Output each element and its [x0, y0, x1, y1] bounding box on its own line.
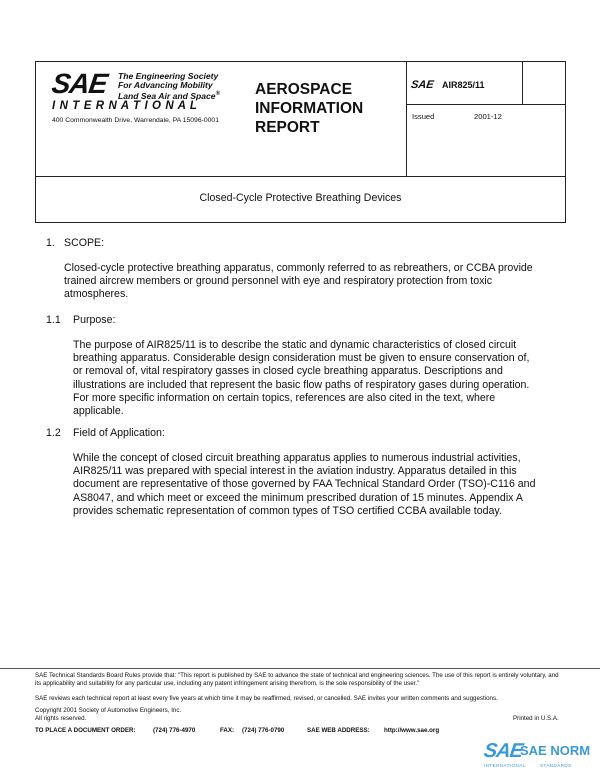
- section-1-2-number: 1.2: [46, 427, 61, 439]
- society-line-3: Land Sea Air and Space®: [118, 91, 221, 102]
- section-1-1-number: 1.1: [46, 314, 61, 326]
- web-url: http://www.sae.org: [384, 727, 440, 734]
- web-label: SAE WEB ADDRESS:: [307, 727, 370, 734]
- document-title: Closed-Cycle Protective Breathing Devices: [199, 192, 402, 204]
- watermark-sub-left: INTERNATIONAL: [484, 763, 526, 768]
- report-type-line-1: AEROSPACE: [255, 81, 353, 98]
- society-line-1: The Engineering Society: [118, 71, 219, 81]
- international-text: I N T E R N A T I O N A L: [52, 100, 198, 112]
- doc-number: AIR825/11: [442, 80, 485, 90]
- section-1-1-body: The purpose of AIR825/11 is to describe the static and dynamic characteristics of closed circuit breathing apparatus. Considerable design consideration must be given to ensure conservation of, or removal of, vital respiratory gasses in closed cycle breathing apparatus. Descriptions and illustrations are included that represent the basic flow paths of respiratory gases during operation. For more specific information on certain topics, references are also cited in the text, where applicable.: [73, 339, 530, 418]
- fax-phone: (724) 776-0790: [242, 727, 285, 734]
- watermark-logo: SAE: [482, 740, 524, 762]
- section-1-number: 1.: [46, 237, 55, 249]
- section-1-1-heading: Purpose:: [73, 314, 116, 326]
- order-label: TO PLACE A DOCUMENT ORDER:: [35, 727, 136, 734]
- watermark-name: SAE NORM: [520, 743, 591, 758]
- section-1-2-body: While the concept of closed circuit breathing apparatus applies to numerous industrial activities, AIR825/11 was prepared with special interest in the aviation industry. Apparatus detailed in this document are representative of those governed by FAA Technical Standard Order (TSO)-C116 and AS8047, and which meet or exceed the minimum prescribed duration of 15 minutes. Appendix A provides schematic representation of common types of TSO certified CCBA available today.: [73, 452, 536, 517]
- report-type-line-2: INFORMATION: [255, 100, 364, 117]
- section-1-body: Closed-cycle protective breathing apparatus, commonly referred to as rebreathers, or CCBA provide trained aircrew members or ground personnel with eye and respiratory protection from toxic atmospheres.: [64, 262, 533, 301]
- address: 400 Commonwealth Drive, Warrendale, PA 15096-0001: [52, 117, 219, 124]
- printed: Printed in U.S.A.: [513, 715, 559, 722]
- sae-logo-mark: SAE: [49, 68, 109, 99]
- society-tagline: [118, 72, 220, 101]
- issued-date: 2001-12: [474, 112, 502, 121]
- footer-divider: [0, 668, 600, 669]
- section-1-heading: SCOPE:: [64, 237, 105, 249]
- order-phone: (724) 776-4970: [153, 727, 196, 734]
- section-1-2-heading: Field of Application:: [73, 427, 165, 439]
- review-text: SAE reviews each technical report at least every five years at which time it may be reaffirmed, revised, or cancelled. SAE invites your written comments and suggestions.: [35, 695, 498, 702]
- rights: All rights reserved.: [35, 715, 87, 722]
- society-line-2: For Advancing Mobility: [118, 80, 213, 91]
- watermark-sub-right: STANDARDS: [540, 763, 572, 768]
- doc-logo: SAE: [410, 79, 435, 91]
- copyright: Copyright 2001 Society of Automotive Engineers, Inc.: [35, 707, 182, 714]
- fax-label: FAX:: [220, 727, 235, 734]
- registered-mark: ®: [215, 91, 221, 98]
- report-type-line-3: REPORT: [255, 119, 320, 136]
- rules-text: SAE Technical Standards Board Rules provide that: "This report is published by SAE to advance the state of technical and engineering sciences. The use of this report is entirely voluntary, and its applicability and suitability for any particular use, including any patent infringement arising therefrom, is the sole responsibility of the user.": [35, 672, 559, 687]
- issued-label: Issued: [412, 112, 435, 121]
- report-type: [255, 80, 363, 137]
